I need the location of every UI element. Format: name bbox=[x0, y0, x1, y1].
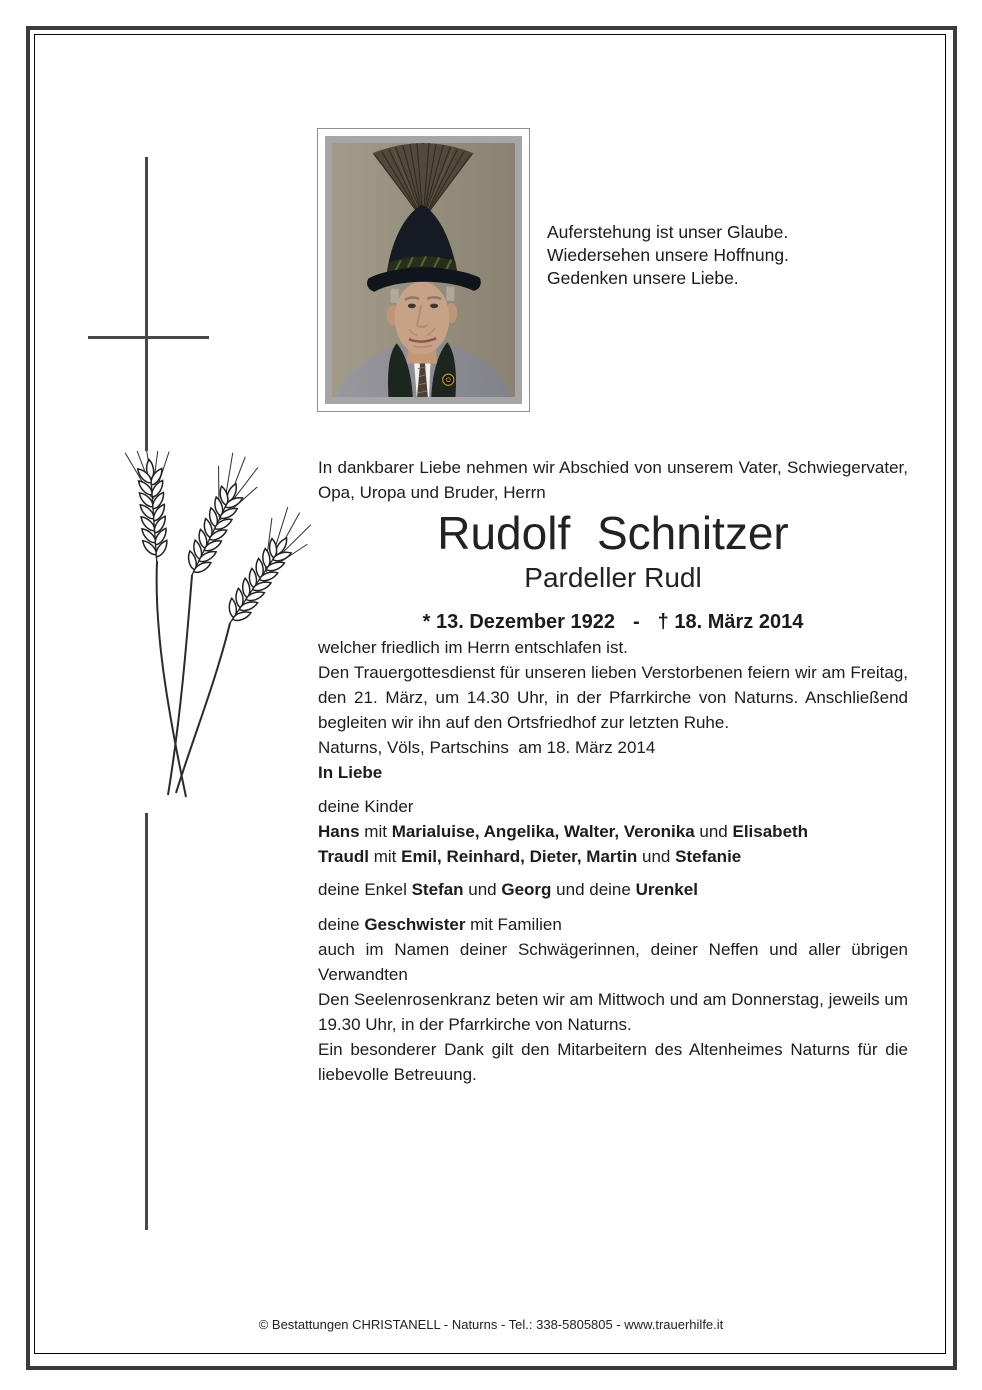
thanks-paragraph: Ein besonderer Dank gilt den Mitarbeitern des Altenheimes Naturns für die liebevolle Betreuung. bbox=[318, 1040, 908, 1084]
memorial-cross-icon bbox=[88, 336, 209, 339]
life-dates bbox=[318, 609, 908, 635]
in-love-heading: In Liebe bbox=[318, 763, 383, 782]
memorial-cross-icon bbox=[145, 157, 148, 453]
funeral-service-paragraph: Den Trauergottesdienst für unseren lieben Verstorbenen feiern wir am Freitag, den 21. März, um 14.30 Uhr, in der Pfarrkirche von Naturns. Anschließend begleiten wir ihn auf den Ortsfriedhof zur letzten Ruhe. bbox=[318, 663, 908, 732]
siblings-line: deine Geschwister mit Familien bbox=[318, 915, 562, 934]
children-line: Traudl mit Emil, Reinhard, Dieter, Martin und Stefanie bbox=[318, 847, 742, 866]
children-block bbox=[318, 794, 908, 869]
portrait-photo bbox=[332, 143, 515, 397]
children-label: deine Kinder bbox=[318, 797, 414, 816]
intro-paragraph: In dankbarer Liebe nehmen wir Abschied von unserem Vater, Schwiegervater, Opa, Uropa und Bruder, Herrn bbox=[318, 458, 908, 502]
grandchildren-line: deine Enkel Stefan und Georg und deine Urenkel bbox=[318, 880, 698, 899]
verse-line: Wiedersehen unsere Hoffnung. bbox=[547, 245, 789, 265]
announcement-text-column bbox=[318, 455, 908, 1087]
wheat-ears-icon bbox=[88, 451, 322, 813]
date-separator: - bbox=[633, 611, 640, 633]
memorial-cross-icon bbox=[145, 812, 148, 1230]
deceased-name: Rudolf Schnitzer bbox=[437, 507, 789, 559]
rosary-paragraph: Den Seelenrosenkranz beten wir am Mittwoch und am Donnerstag, jeweils um 19.30 Uhr, in der Pfarrkirche von Naturns. bbox=[318, 990, 908, 1034]
relatives-paragraph: auch im Namen deiner Schwägerinnen, deiner Neffen und aller übrigen Verwandten bbox=[318, 940, 908, 984]
verse-line: Auferstehung ist unser Glaube. bbox=[547, 222, 789, 242]
portrait-photo-mat bbox=[325, 136, 522, 404]
place-date-line: Naturns, Völs, Partschins am 18. März 2014 bbox=[318, 738, 656, 757]
death-date: † 18. März 2014 bbox=[657, 611, 804, 633]
funeral-home-credit: © Bestattungen CHRISTANELL - Naturns - Tel.: 338-5805805 - www.trauerhilfe.it bbox=[258, 1317, 724, 1332]
passing-line: welcher friedlich im Herrn entschlafen ist. bbox=[318, 638, 628, 657]
verse-line: Gedenken unsere Liebe. bbox=[547, 268, 739, 288]
birth-date: * 13. Dezember 1922 bbox=[422, 611, 615, 633]
children-line: Hans mit Marialuise, Angelika, Walter, Veronika und Elisabeth bbox=[318, 822, 809, 841]
deceased-nickname: Pardeller Rudl bbox=[524, 562, 702, 593]
portrait-photo-frame bbox=[317, 128, 530, 412]
memorial-verse bbox=[547, 221, 789, 290]
